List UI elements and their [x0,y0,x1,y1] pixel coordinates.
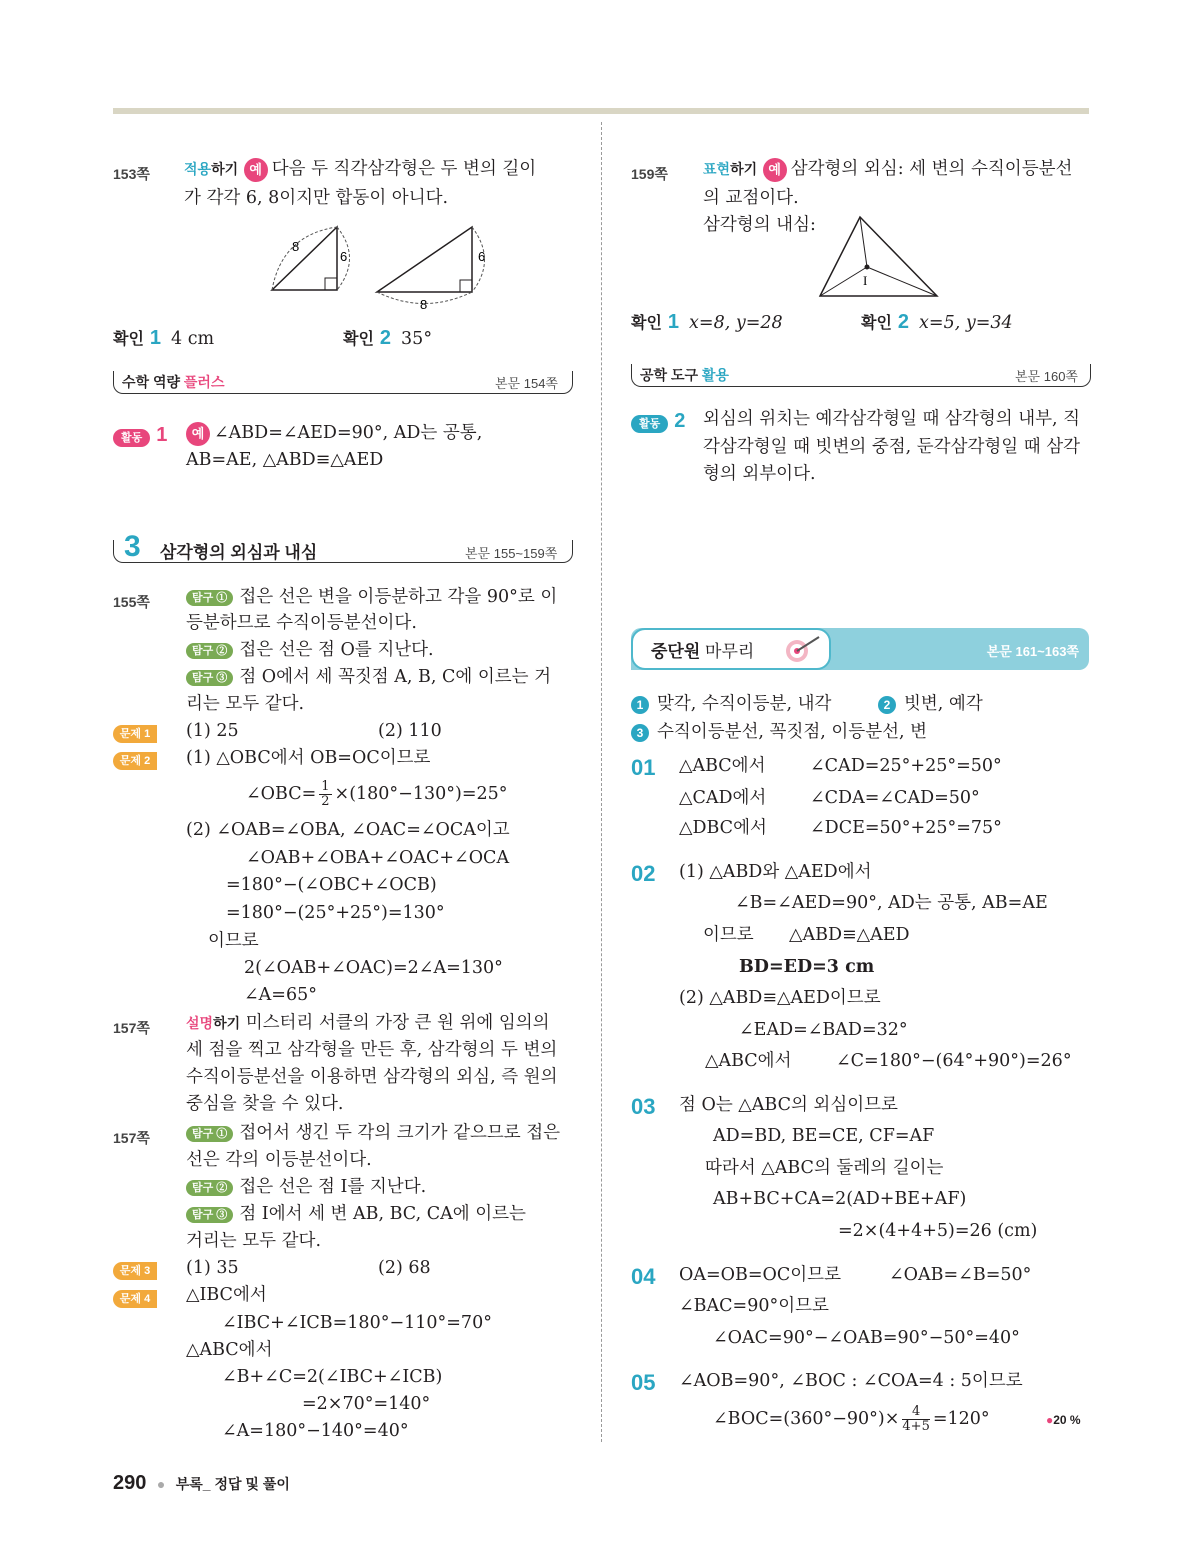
q03-line1: 점 O는 △ABC의 외심이므로 [679,1095,898,1115]
triangle-left [272,227,350,290]
activity-1-line1: 예 ∠ABD=∠AED=90°, AD는 공통, [186,420,482,446]
label-8a: 8 [292,239,300,254]
triangle-right [377,227,485,304]
two-right-triangles-figure [262,215,502,315]
q02-line5: (2) △ABD≡△AED이므로 [679,988,881,1008]
fraction-four-ninths: $\frac{4}{4+5}$ [902,1404,930,1434]
label-6b: 6 [478,249,486,264]
problem-4-badge: 문제 4 [113,1287,157,1308]
problem-4-line2: ∠IBC+∠ICB=180°−110°=70° [222,1313,492,1333]
check-answers-left: 확인 1 4 cm [113,327,215,349]
incenter-triangle-figure [815,212,945,302]
q04-line3: ∠OAC=90°−∠OAB=90°−50°=40° [713,1328,1020,1348]
target-icon [779,634,823,664]
review-ref: 본문 161~163쪽 [986,644,1079,659]
apply-line1: 적용하기 예 다음 두 직각삼각형은 두 변의 길이 [184,156,536,182]
explain-157-line2: 세 점을 찍고 삼각형을 만든 후, 삼각형의 두 변의 [186,1040,558,1060]
tool-ref: 본문 160쪽 [1015,369,1078,384]
q01-line1a: △ABC에서 [679,756,766,776]
q01-line3b: ∠DCE=50°+25°=75° [810,818,1002,838]
q03-line2: AD=BD, BE=CE, CF=AF [713,1126,935,1146]
q02-line7a: △ABC에서 [705,1051,792,1071]
problem-3-badge: 문제 3 [113,1259,157,1280]
problem-2-line9: ∠A=65° [244,985,317,1005]
q03-line4: AB+BC+CA=2(AD+BE+AF) [713,1189,967,1209]
problem-4-line3: △ABC에서 [186,1340,273,1360]
question-05-number: 05 [631,1370,656,1395]
q01-line3a: △DBC에서 [679,818,767,838]
activity-2-line3: 형의 외부이다. [703,464,816,484]
problem-3-a: (1) 35 [186,1258,239,1278]
footer-dot-icon: ● [156,1476,166,1492]
example-badge: 예 [244,158,268,182]
problem-3-b: (2) 68 [378,1258,431,1278]
section3-number: 3 [124,530,141,563]
explore-157-line4: 탐구 ③ 점 I에서 세 변 AB, BC, CA에 이르는 [186,1201,526,1227]
point-I-label: I [863,273,868,288]
q02-line3b: △ABD≡△AED [789,925,910,945]
check-answers-right-2: 확인 2 x=5, y=34 [861,311,1013,333]
explain-157-line1: 설명하기 미스터리 서클의 가장 큰 원 위에 임의의 [186,1013,550,1033]
page-ref-159: 159쪽 [631,166,668,182]
q04-line2: ∠BAC=90°이므로 [679,1296,829,1316]
activity-2-line2: 각삼각형일 때 빗변의 중점, 둔각삼각형일 때 삼각 [703,437,1081,457]
q03-line5: =2×(4+4+5)=26 (cm) [838,1221,1038,1241]
q01-line2b: ∠CDA=∠CAD=50° [810,788,980,808]
explore-157-line3: 탐구 ② 접은 선은 점 I를 지난다. [186,1174,426,1200]
problem-2-line7: 이므로 [208,931,259,951]
problem-1-badge: 문제 1 [113,722,157,743]
column-divider [601,122,602,1442]
explore-157-line2: 선은 각의 이등분선이다. [186,1150,372,1170]
fraction-one-half: $\frac{1}{2}$ [321,779,330,809]
footer-text: 부록_ 정답 및 풀이 [175,1476,290,1492]
question-02-number: 02 [631,861,656,886]
problem-2-line5: =180°−(∠OBC+∠OCB) [226,875,437,895]
q03-line3: 따라서 △ABC의 둘레의 길이는 [705,1158,944,1178]
review-banner [631,628,1089,670]
score-percent: ●20 % [1046,1413,1081,1427]
tool-title: 공학 도구 활용 [640,367,729,383]
problem-1-b: (2) 110 [378,721,442,741]
problem-2-line4: ∠OAB+∠OBA+∠OAC+∠OCA [246,848,510,868]
label-6a: 6 [340,249,348,264]
section3-title: 삼각형의 외심과 내심 [160,543,318,562]
activity-1-line2: AB=AE, △ABD≡△AED [186,450,384,470]
q05-line2: ∠BOC=(360°−90°)× $\frac{4}{4+5}$ =120° [713,1404,990,1434]
problem-1-a: (1) 25 [186,721,239,741]
q02-line3a: 이므로 [703,925,754,945]
check-answers-left-2: 확인 2 35° [343,327,433,349]
section3-ref: 본문 155~159쪽 [465,546,558,561]
problem-4-line1: △IBC에서 [186,1285,267,1305]
math-plus-title: 수학 역량 플러스 [122,374,225,390]
question-04-number: 04 [631,1264,656,1289]
top-rule [113,108,1089,114]
problem-2-badge: 문제 2 [113,749,157,770]
q02-line7b: ∠C=180°−(64°+90°)=26° [836,1051,1072,1071]
question-03-number: 03 [631,1094,656,1119]
label-8b: 8 [420,297,428,312]
page-ref-157b: 157쪽 [113,1130,150,1146]
q04-line1b: ∠OAB=∠B=50° [889,1265,1032,1285]
explore-155-line4: 탐구 ③ 점 O에서 세 꼭짓점 A, B, C에 이르는 거 [186,664,551,690]
explore-155-line2: 등분하므로 수직이등분선이다. [186,613,417,633]
problem-4-line5: =2×70°=140° [302,1394,431,1414]
review-blank-3: 3 수직이등분선, 꼭짓점, 이등분선, 변 [631,719,927,745]
question-01-number: 01 [631,755,656,780]
page-footer [113,1472,290,1495]
problem-2-line8: 2(∠OAB+∠OAC)=2∠A=130° [244,958,503,978]
page-ref-157a: 157쪽 [113,1020,150,1036]
q04-line1a: OA=OB=OC이므로 [679,1265,841,1285]
q02-line2: ∠B=∠AED=90°, AD는 공통, AB=AE [735,893,1048,913]
page-ref-155: 155쪽 [113,594,150,610]
review-blank-1: 1 맞각, 수직이등분, 내각 [631,691,831,717]
express-159-line3: 삼각형의 내심: [703,215,816,235]
express-159-line2: 의 교점이다. [703,188,799,208]
review-blank-2: 2 빗변, 예각 [878,691,983,717]
q05-line1: ∠AOB=90°, ∠BOC : ∠COA=4 : 5이므로 [679,1371,1023,1391]
q02-line6: ∠EAD=∠BAD=32° [739,1020,908,1040]
q02-line1: (1) △ABD와 △AED에서 [679,862,872,882]
activity-2-line1: 외심의 위치는 예각삼각형일 때 삼각형의 내부, 직 [703,409,1081,429]
problem-2-line1: (1) △OBC에서 OB=OC이므로 [186,748,431,768]
activity-2-badge: 활동 2 [631,410,695,433]
math-plus-ref: 본문 154쪽 [495,376,558,391]
tag-apply: 적용하기 [184,161,239,177]
explore-155-line1: 탐구 ① 접은 선은 변을 이등분하고 각을 90°로 이 [186,584,557,610]
problem-2-line3: (2) ∠OAB=∠OBA, ∠OAC=∠OCA이고 [186,820,510,840]
explore-155-line3: 탐구 ② 접은 선은 점 O를 지난다. [186,637,434,663]
problem-2-line2: ∠OBC= $\frac{1}{2}$ ×(180°−130°)=25° [246,779,508,809]
problem-2-line6: =180°−(25°+25°)=130° [226,903,445,923]
explain-157-line4: 중심을 찾을 수 있다. [186,1094,344,1114]
q01-line1b: ∠CAD=25°+25°=50° [810,756,1002,776]
page-ref-153: 153쪽 [113,166,150,182]
q02-line4: BD=ED=3 cm [739,957,875,977]
express-159-line1: 표현하기 예 삼각형의 외심: 세 변의 수직이등분선 [703,156,1072,182]
q01-line2a: △CAD에서 [679,788,767,808]
explore-155-line5: 리는 모두 같다. [186,694,305,714]
explain-157-line3: 수직이등분선을 이용하면 삼각형의 외심, 즉 원의 [186,1067,558,1087]
activity-1-badge: 활동 1 [113,424,177,447]
check-answers-right: 확인 1 x=8, y=28 [631,311,783,333]
review-title: 중단원 마무리 [651,642,755,661]
page-number: 290 [113,1472,147,1494]
explore-157-line5: 거리는 모두 같다. [186,1231,322,1251]
apply-line2: 가 각각 6, 8이지만 합동이 아니다. [184,188,449,208]
problem-4-line4: ∠B+∠C=2(∠IBC+∠ICB) [222,1367,443,1387]
explore-157-line1: 탐구 ① 접어서 생긴 두 각의 크기가 같으므로 접은 [186,1120,560,1146]
problem-4-line6: ∠A=180°−140°=40° [222,1421,409,1441]
